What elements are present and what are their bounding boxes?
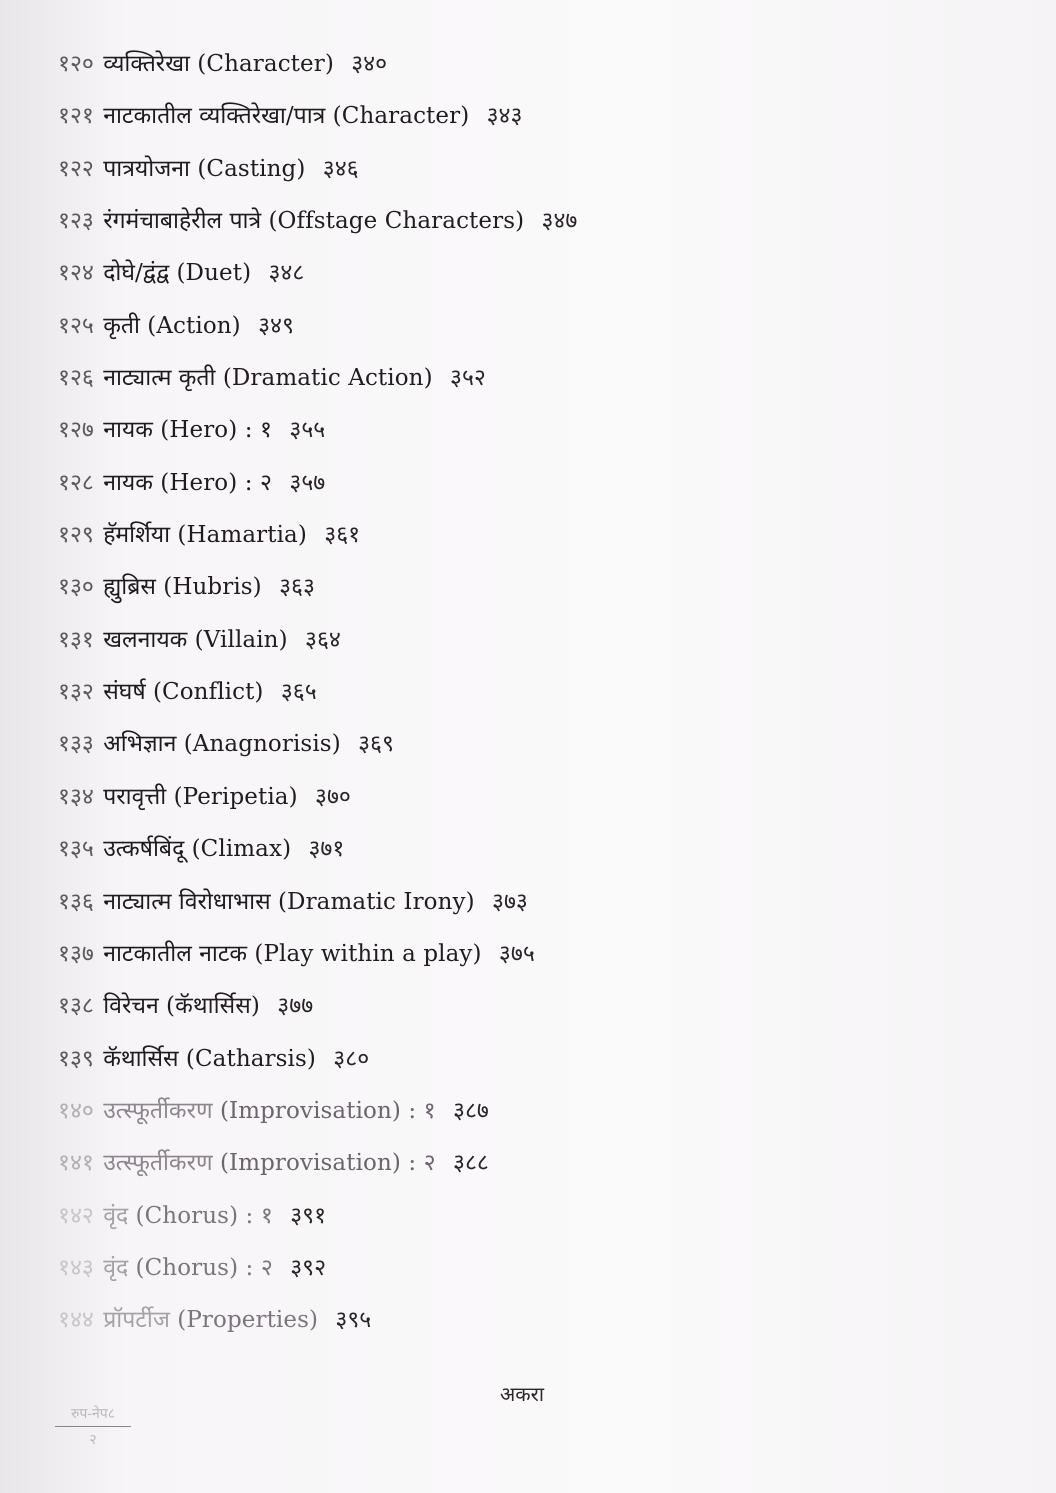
entry-english-term: (Hero) : १ <box>160 417 273 444</box>
entry-english-term: (Catharsis) <box>185 1045 316 1072</box>
toc-entry <box>58 201 577 253</box>
entry-english-term: (Play within a play) <box>254 940 482 967</box>
entry-title: नायक <box>103 469 153 496</box>
entry-english-term: (Peripetia) <box>173 783 298 810</box>
entry-number: १३६ <box>58 888 94 915</box>
toc-entry <box>58 567 577 619</box>
toc-entry <box>58 1248 577 1300</box>
entry-number: १४१ <box>58 1150 94 1177</box>
entry-number: १३९ <box>58 1045 94 1072</box>
entry-number: १४२ <box>58 1202 94 1229</box>
entry-title: ह्युब्रिस <box>103 574 156 601</box>
entry-number: १३४ <box>58 783 94 810</box>
entry-number: १२६ <box>58 365 94 392</box>
entry-title: हॅमर्शिया <box>103 522 171 549</box>
entry-title: प्रॉपर्टीज <box>103 1307 170 1334</box>
entry-page-number: ३७३ <box>492 888 528 915</box>
entry-title: नाट्यात्म विरोधाभास <box>103 888 271 915</box>
entry-page-number: ३७५ <box>498 940 535 967</box>
entry-title: नाट्यात्म कृती <box>103 365 216 392</box>
signature-mark-bottom: २ <box>89 1432 97 1448</box>
entry-english-term: (Chorus) : २ <box>135 1254 273 1281</box>
entry-title: नायक <box>103 417 153 444</box>
toc-entry <box>58 1039 577 1091</box>
toc-entry <box>58 829 577 881</box>
entry-english-term: (Character) <box>332 103 470 130</box>
toc-entry <box>58 253 577 305</box>
toc-entry <box>58 149 577 201</box>
entry-number: १२४ <box>58 260 94 287</box>
entry-number: १२९ <box>58 522 94 549</box>
entry-page-number: ३६३ <box>279 574 315 601</box>
entry-number: १३१ <box>58 626 94 653</box>
entry-english-term: (Duet) <box>176 260 252 287</box>
entry-title: संघर्ष <box>103 679 146 706</box>
signature-mark <box>55 1404 131 1449</box>
entry-page-number: ३७० <box>315 783 351 810</box>
toc-entry <box>58 44 577 96</box>
entry-page-number: ३४० <box>351 51 388 77</box>
toc-entry <box>58 934 577 986</box>
entry-number: १३८ <box>58 993 94 1020</box>
entry-page-number: ३४७ <box>541 208 578 235</box>
entry-title: वृंद <box>103 1202 129 1229</box>
entry-number: १४० <box>58 1097 94 1124</box>
entry-title: पात्रयोजना <box>103 155 191 182</box>
toc-entry <box>58 724 577 776</box>
entry-english-term: (Hubris) <box>163 574 262 601</box>
entry-number: १४३ <box>58 1254 94 1281</box>
entry-title: वृंद <box>103 1254 129 1281</box>
entry-english-term: (Hero) : २ <box>160 469 273 496</box>
entry-number: १२३ <box>58 208 94 235</box>
entry-number: १३५ <box>58 836 94 863</box>
entry-page-number: ३७७ <box>277 993 314 1020</box>
toc-entry <box>58 1196 577 1248</box>
entry-page-number: ३५२ <box>449 365 486 392</box>
entry-english-term: (Properties) <box>177 1307 319 1334</box>
entry-title: दोघे/द्वंद्व <box>103 260 170 287</box>
entry-page-number: ३८८ <box>453 1150 489 1177</box>
signature-mark-top: रुप-नेप८ <box>55 1404 131 1427</box>
entry-number: १२० <box>58 51 94 77</box>
page-number-word: अकरा <box>500 1382 544 1406</box>
toc-list <box>58 44 577 1353</box>
toc-entry <box>58 306 577 358</box>
entry-english-term: (Chorus) : १ <box>135 1202 273 1229</box>
entry-english-term: (Action) <box>147 312 241 339</box>
entry-number: १३३ <box>58 731 94 758</box>
entry-title: व्यक्तिरेखा <box>103 51 190 77</box>
toc-entry <box>58 620 577 672</box>
entry-page-number: ३८० <box>333 1045 370 1072</box>
entry-english-term: (Dramatic Irony) <box>277 888 475 915</box>
entry-title: अभिज्ञान <box>103 731 177 758</box>
entry-number: १२१ <box>58 103 94 130</box>
entry-number: १३७ <box>58 940 94 967</box>
entry-title: रंगमंचाबाहेरील पात्रे <box>103 208 262 235</box>
entry-english-term: (कॅथार्सिस) <box>166 993 260 1020</box>
entry-number: १२२ <box>58 155 94 182</box>
entry-number: १२७ <box>58 417 94 444</box>
entry-title: नाटकातील व्यक्तिरेखा/पात्र <box>103 103 326 130</box>
entry-title: परावृत्ती <box>103 783 167 810</box>
toc-entry <box>58 1143 577 1195</box>
entry-title: कॅथार्सिस <box>103 1045 179 1072</box>
entry-number: १३२ <box>58 679 94 706</box>
entry-title: कृती <box>103 312 140 339</box>
toc-entry <box>58 672 577 724</box>
entry-number: १२५ <box>58 312 94 339</box>
toc-entry <box>58 1091 577 1143</box>
entry-page-number: ३६१ <box>324 522 361 549</box>
entry-number: १४४ <box>58 1307 94 1334</box>
entry-title: खलनायक <box>103 626 188 653</box>
entry-number: १३० <box>58 574 94 601</box>
entry-english-term: (Casting) <box>197 155 306 182</box>
entry-page-number: ३५५ <box>289 417 326 444</box>
entry-english-term: (Hamartia) <box>177 522 307 549</box>
entry-page-number: ३४९ <box>258 312 294 339</box>
entry-title: उत्स्फूर्तीकरण <box>103 1097 213 1124</box>
entry-title: विरेचन <box>103 993 159 1020</box>
entry-title: उत्स्फूर्तीकरण <box>103 1150 213 1177</box>
entry-english-term: (Improvisation) : २ <box>219 1150 436 1177</box>
entry-page-number: ३६४ <box>304 626 341 653</box>
toc-entry <box>58 96 577 148</box>
toc-entry <box>58 882 577 934</box>
entry-english-term: (Offstage Characters) <box>268 208 525 235</box>
entry-page-number: ३४३ <box>486 103 523 130</box>
toc-entry <box>58 515 577 567</box>
entry-title: नाटकातील नाटक <box>103 940 248 967</box>
toc-entry <box>58 463 577 515</box>
toc-entry <box>58 777 577 829</box>
entry-page-number: ३९२ <box>290 1254 327 1281</box>
entry-english-term: (Conflict) <box>152 679 264 706</box>
toc-entry <box>58 410 577 462</box>
toc-entry <box>58 358 577 410</box>
entry-page-number: ३८७ <box>453 1097 489 1124</box>
entry-page-number: ३५७ <box>289 469 326 496</box>
entry-english-term: (Villain) <box>194 626 288 653</box>
entry-english-term: (Dramatic Action) <box>222 365 433 392</box>
entry-page-number: ३७१ <box>308 836 345 863</box>
entry-title: उत्कर्षबिंदू <box>103 836 185 863</box>
entry-page-number: ३६५ <box>280 679 317 706</box>
entry-english-term: (Improvisation) : १ <box>219 1097 436 1124</box>
entry-number: १२८ <box>58 469 94 496</box>
entry-page-number: ३६९ <box>358 731 394 758</box>
entry-english-term: (Character) <box>197 51 334 77</box>
entry-page-number: ३४८ <box>268 260 305 287</box>
toc-entry <box>58 986 577 1038</box>
entry-english-term: (Climax) <box>191 836 292 863</box>
entry-page-number: ३९१ <box>290 1202 327 1229</box>
entry-english-term: (Anagnorisis) <box>183 731 341 758</box>
entry-page-number: ३९५ <box>335 1307 372 1334</box>
entry-page-number: ३४६ <box>322 155 359 182</box>
toc-entry <box>58 1300 577 1352</box>
